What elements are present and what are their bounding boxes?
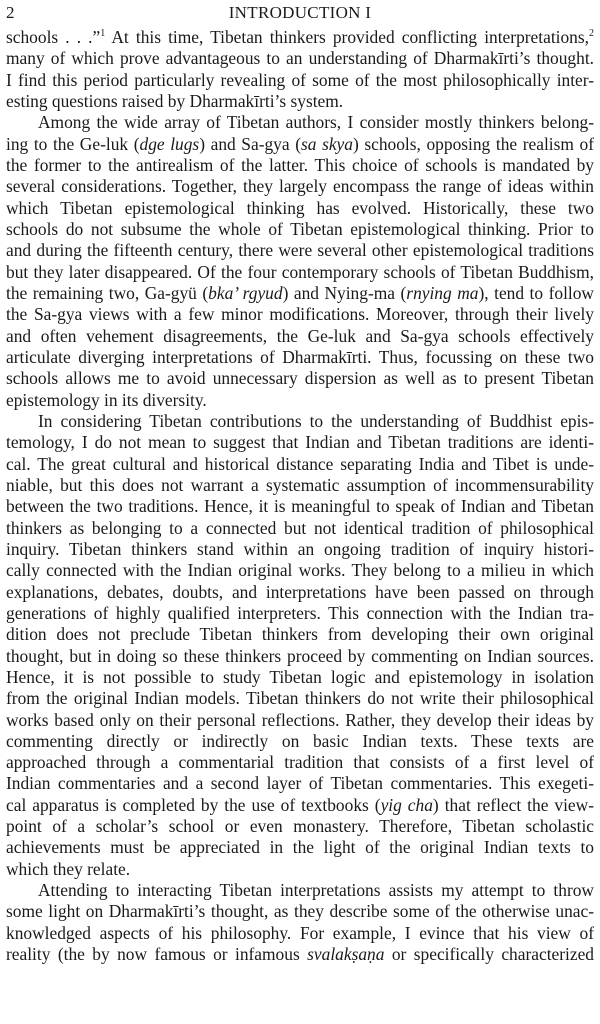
text-line: articulate diverging interpretations of Dharmakīrti. Thus, focussing on these two [6,346,594,367]
text-line: schools . . .”$^1$ At this time, Tibetan thinkers provided conflicting interpretations,$^2$ [6,27,594,47]
text-line: which they relate. [6,858,131,879]
text-line: and during the fifteenth century, there were several other epistemological traditions [6,240,594,261]
running-head [6,2,594,24]
text-line: Hence, it is not possible to study Tibetan logic and epistemology in isolation [6,666,594,687]
text-line: knowledged aspects of his philosophy. For example, I evince that his view of [6,922,594,943]
text-line: dition does not preclude Tibetan thinkers from developing their own original [6,624,594,645]
text-line: cally connected with the Indian original works. They belong to a milieu in which [6,560,594,581]
text-line: from the original Indian models. Tibetan thinkers do not write their philosophical [6,688,594,709]
text-line: achievements must be appreciated in the light of the original Indian texts to [6,837,594,858]
text-line: epistemology in its diversity. [6,389,207,410]
page-number: 2 [6,3,15,22]
text-line: some light on Dharmakīrti’s thought, as they describe some of the otherwise unac- [6,901,594,922]
text-line: generations of highly qualified interpreters. This connection with the Indian tra- [6,602,594,623]
text-line: I find this period particularly revealing of some of the most philosophically inter- [6,69,594,90]
text-line: schools allows me to avoid unnecessary dispersion as well as to present Tibetan [6,368,594,389]
text-line: schools do not subsume the whole of Tibetan epistemological thinking. Prior to [6,218,594,239]
text-line: approached through a commentarial tradition that consists of a first level of [6,752,594,773]
text-line: several considerations. Together, they largely encompass the range of ideas within [6,176,594,197]
text-line: point of a scholar’s school or even monastery. Therefore, Tibetan scholastic [6,816,594,837]
text-line: and often vehement disagreements, the Ge-luk and Sa-gya schools effectively [6,325,594,346]
text-line: Among the wide array of Tibetan authors, I consider mostly thinkers belong- [38,112,594,133]
body-text [6,27,594,965]
chapter-title: INTRODUCTION I [228,3,372,22]
text-line: works based only on their personal reflections. Rather, they develop their ideas by [6,709,594,730]
text-line: the remaining two, Ga-gyü (bka’ rgyud) and Nying-ma (rnying ma), tend to follow [6,282,594,303]
text-line: reality (the by now famous or infamous svalakṣaṇa or specifically characterized [6,944,594,965]
text-line: Indian commentaries and a second layer of Tibetan commentaries. This exegeti- [6,773,594,794]
text-line: thought, but in doing so these thinkers proceed by commenting on Indian sources. [6,645,594,666]
text-line: cal apparatus is completed by the use of textbooks (yig cha) that reflect the view- [6,794,594,815]
text-line: esting questions raised by Dharmakīrti’s system. [6,90,344,111]
text-line: explanations, debates, doubts, and interpretations have been passed on through [6,581,594,602]
text-line: the former to the antirealism of the latter. This choice of schools is mandated by [6,154,594,175]
text-line: cal. The great cultural and historical distance separating India and Tibet is unde- [6,453,594,474]
text-line: niable, but this does not warrant a systematic assumption of incommensurability [6,474,594,495]
text-line: which Tibetan epistemological thinking has evolved. Historically, these two [6,197,594,218]
text-line: many of which prove advantageous to an understanding of Dharmakīrti’s thought. [6,48,594,69]
text-line: inquiry. Tibetan thinkers stand within an ongoing tradition of inquiry histori- [6,538,594,559]
text-line: the Sa-gya views with a few minor modifications. Moreover, through their lively [6,304,594,325]
text-line: between the two traditions. Hence, it is meaningful to speak of Indian and Tibetan [6,496,594,517]
text-line: In considering Tibetan contributions to the understanding of Buddhist epis- [38,410,594,431]
text-line: commenting directly or indirectly on basic Indian texts. These texts are [6,730,594,751]
text-line: thinkers as belonging to a connected but not identical tradition of philosophical [6,517,594,538]
text-line: Attending to interacting Tibetan interpretations assists my attempt to throw [38,880,594,901]
text-line: temology, I do not mean to suggest that Indian and Tibetan traditions are identi- [6,432,594,453]
text-line: ing to the Ge-luk (dge lugs) and Sa-gya (sa skya) schools, opposing the realism of [6,133,594,154]
text-line: but they later disappeared. Of the four contemporary schools of Tibetan Buddhism, [6,261,594,282]
